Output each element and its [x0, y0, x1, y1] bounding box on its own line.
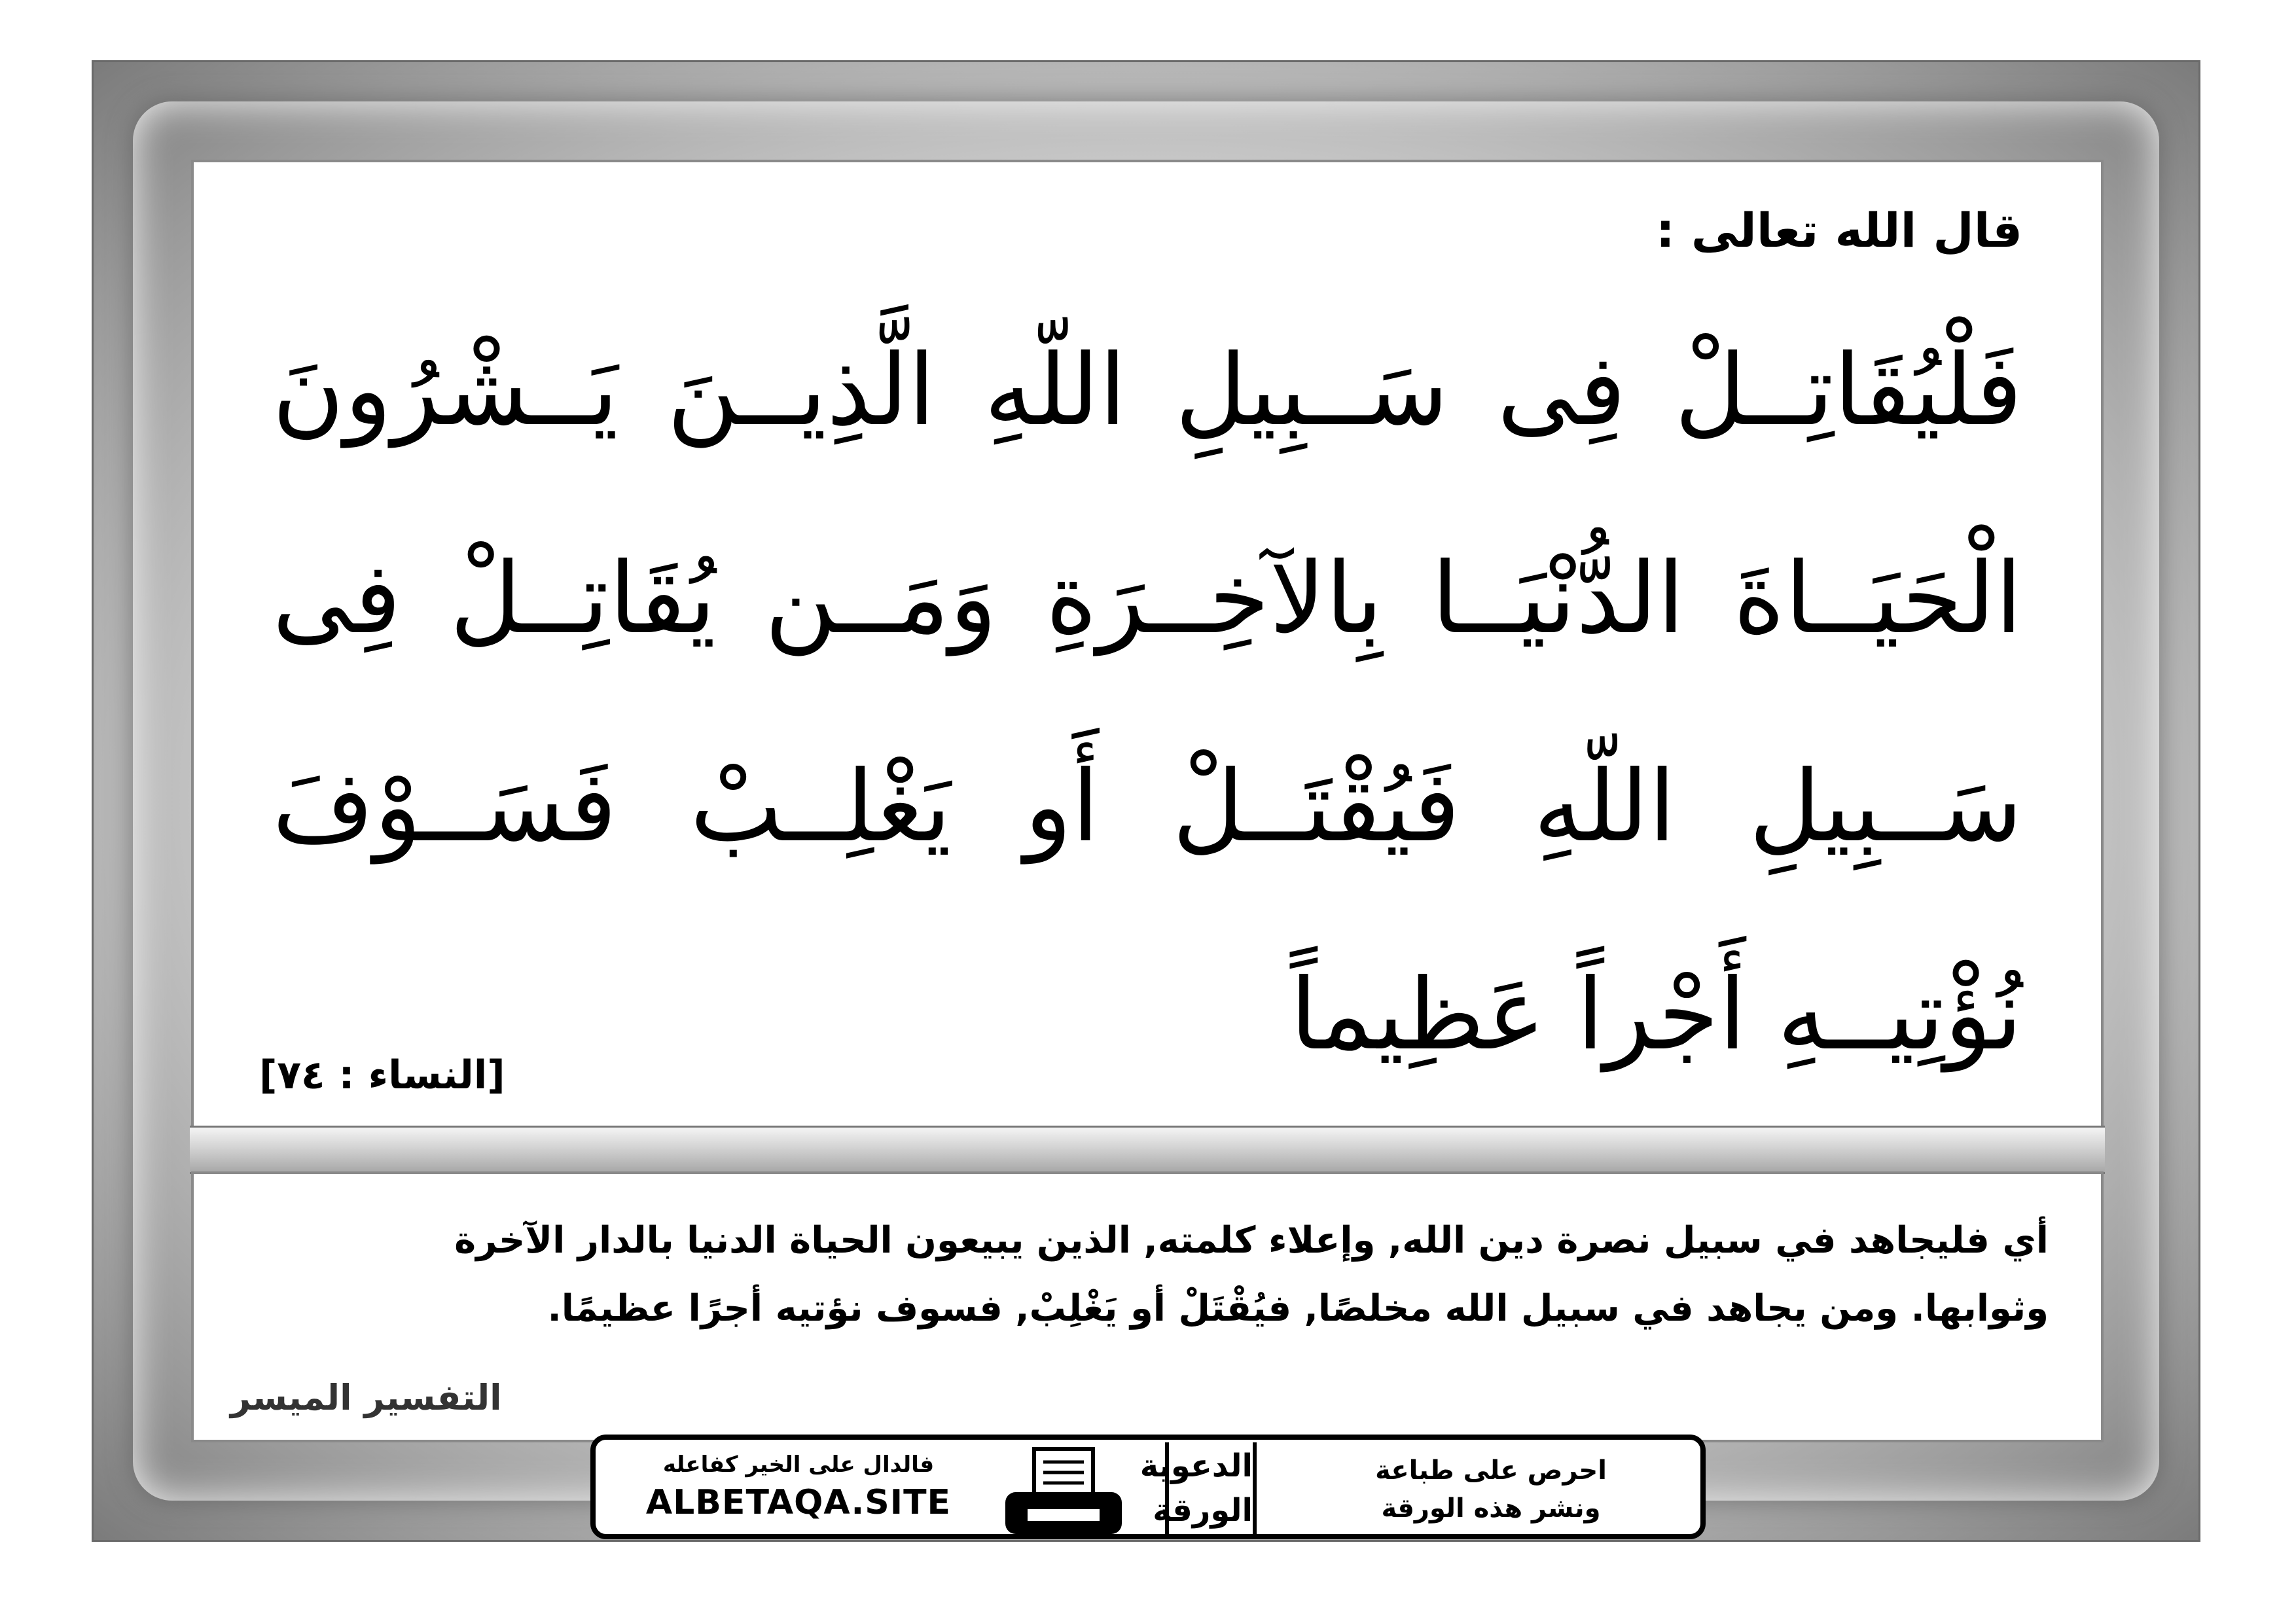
footer-print-note [1308, 1452, 1674, 1527]
tafsir-line: أي فليجاهد في سبيل نصرة دين الله, وإعلاء كلمته, الذين يبيعون الحياة الدنيا بالدار الآخرة [454, 1219, 2049, 1262]
verse-line: سَــبِيلِ اللّهِ فَيُقْتَــلْ أَو يَغْلِــبْ فَسَــوْفَ [272, 750, 2022, 864]
silver-divider [190, 1126, 2105, 1174]
verse-line: نُؤْتِيــهِ أَجْراً عَظِيماً [1290, 958, 2022, 1072]
footer-note-line: ونشر هذه الورقة [1381, 1493, 1601, 1524]
logo [1139, 1442, 1257, 1537]
footer-bar [590, 1435, 1706, 1539]
logo-text-bottom: الورقة [1153, 1492, 1253, 1529]
verse-heading: قال الله تعالى : [1655, 203, 2022, 258]
footer-motto: فالدال على الخير كفاعله [662, 1452, 935, 1478]
printer-icon [1001, 1446, 1126, 1538]
footer-site-block [622, 1452, 975, 1522]
quran-verse [272, 287, 2022, 1119]
tafsir-card [194, 1174, 2101, 1440]
footer-note-line: احرص على طباعة [1375, 1455, 1607, 1486]
tafsir-source: التفسير الميسر [230, 1377, 502, 1418]
verse-reference: [النساء : ٧٤] [259, 1052, 505, 1098]
tafsir-line: وثوابها. ومن يجاهد في سبيل الله مخلصًا, فيُقْتَلْ أو يَغْلِبْ, فسوف نؤتيه أجرًا عظيمًا. [547, 1287, 2049, 1330]
footer-site-link[interactable]: ALBETAQA.SITE [645, 1483, 952, 1522]
verse-line: فَلْيُقَاتِــلْ فِى سَــبِيلِ اللّهِ الَّذِيــنَ يَــشْرُونَ [272, 334, 2022, 448]
verse-line: الْحَيَــاةَ الدُّنْيَــا بِالآخِــرَةِ وَمَــن يُقَاتِــلْ فِى [272, 542, 2022, 656]
logo-text-top: الدعوية [1139, 1448, 1253, 1484]
verse-card [194, 162, 2101, 1131]
tafsir-text [246, 1207, 2049, 1343]
